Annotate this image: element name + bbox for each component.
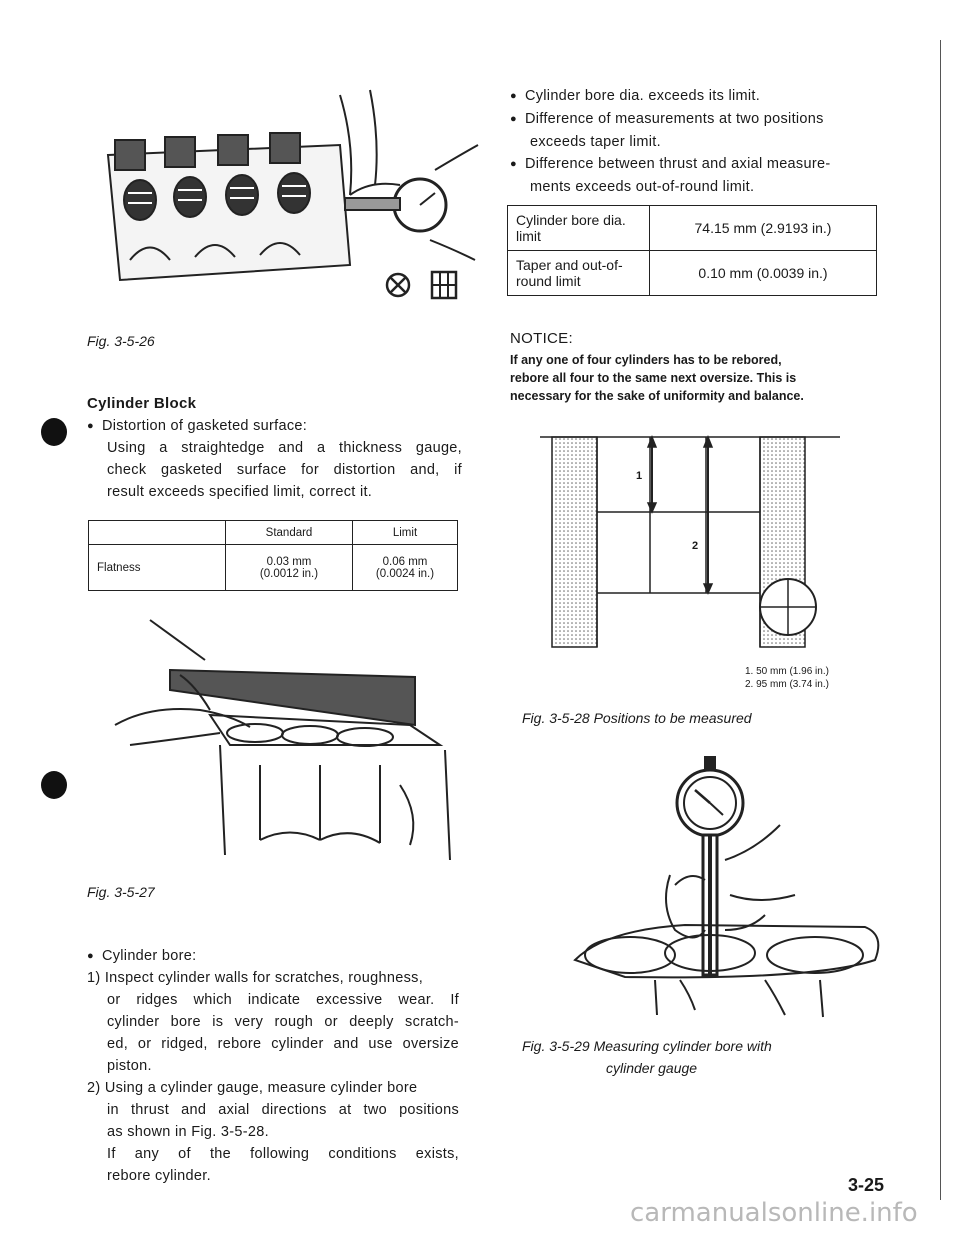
flatness-table bbox=[88, 520, 458, 591]
fig-3-5-26-illustration bbox=[100, 85, 480, 310]
step-1: 1) Inspect cylinder walls for scratches, roughness, or ridges which indicate excessive wear. If cylinder bore is very rough or deeply scratch- ed, or ridged, rebore cylinder and use oversize piston. bbox=[87, 970, 459, 1074]
bore-dia-value: 74.15 mm (2.9193 in.) bbox=[650, 206, 877, 251]
watermark: carmanualsonline.info bbox=[630, 1198, 918, 1228]
distortion-bullet: ● Distortion of gasketed surface: bbox=[87, 415, 307, 438]
notice-title: NOTICE: bbox=[510, 330, 573, 347]
standard-value: 0.03 mm (0.0012 in.) bbox=[226, 545, 353, 591]
fig-3-5-28-diagram bbox=[530, 425, 850, 655]
bore-dia-label: Cylinder bore dia. limit bbox=[508, 206, 650, 251]
fig-3-5-27-illustration bbox=[110, 615, 460, 865]
page-number: 3-25 bbox=[848, 1175, 885, 1195]
distortion-text: Using a straightedge and a thickness gauge, check gasketed surface for distortion and, if result exceeds specified limit, correct it. bbox=[107, 440, 462, 500]
conditions-list: ● Cylinder bore dia. exceeds its limit. ● Difference of measurements at two positions exceeds taper limit. ● Difference between thrust and axial measure- ments exceeds out-of-round limit. bbox=[510, 85, 880, 198]
fig-3-5-29-illustration bbox=[565, 755, 895, 1020]
scan-edge-line bbox=[940, 40, 941, 1200]
binding-hole-bottom bbox=[41, 771, 67, 799]
taper-value: 0.10 mm (0.0039 in.) bbox=[650, 251, 877, 296]
fig-3-5-28-caption: Fig. 3-5-28 Positions to be measured bbox=[522, 710, 752, 726]
notice-text: If any one of four cylinders has to be rebored, rebore all four to the same next oversize. This is necessary for the sake of uniformity and balance. bbox=[510, 353, 804, 403]
col-limit: Limit bbox=[353, 521, 458, 545]
col-standard: Standard bbox=[226, 521, 353, 545]
section-title: Cylinder Block bbox=[87, 395, 197, 412]
fig-3-5-27-caption: Fig. 3-5-27 bbox=[87, 884, 155, 900]
fig-3-5-26-caption: Fig. 3-5-26 bbox=[87, 333, 155, 349]
fig28-legend: 1. 50 mm (1.96 in.) 2. 95 mm (3.74 in.) bbox=[745, 666, 829, 690]
limit-value: 0.06 mm (0.0024 in.) bbox=[353, 545, 458, 591]
bore-limit-table bbox=[507, 205, 877, 296]
step-2: 2) Using a cylinder gauge, measure cylinder bore in thrust and axial directions at two positions as shown in Fig. 3-5-28. If any of the following conditions exists, rebore cylinder. bbox=[87, 1080, 459, 1184]
binding-hole-top bbox=[41, 418, 67, 446]
fig-3-5-29-caption: Fig. 3-5-29 Measuring cylinder bore with cylinder gauge bbox=[522, 1038, 772, 1076]
fig28-label-2: 2 bbox=[692, 540, 699, 552]
taper-label: Taper and out-of- round limit bbox=[508, 251, 650, 296]
bore-bullet: ● Cylinder bore: bbox=[87, 945, 196, 968]
fig28-label-1: 1 bbox=[636, 470, 643, 482]
row-flatness: Flatness bbox=[89, 545, 226, 591]
